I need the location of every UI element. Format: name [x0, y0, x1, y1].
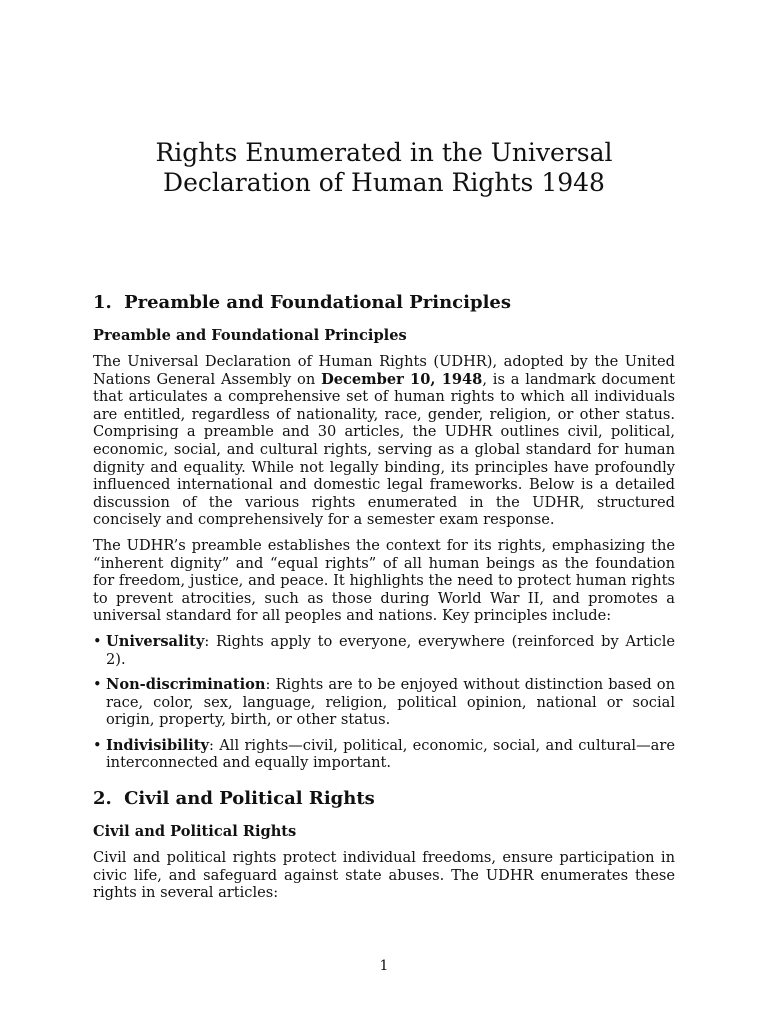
principle-text: : All rights—civil, political, economic, social, and cultural—are interconnected and equally important.: [106, 736, 675, 772]
title-line-2: Declaration of Human Rights 1948: [163, 168, 605, 197]
principle-term: Non-discrimination: [106, 676, 266, 694]
section-heading-preamble: [93, 290, 675, 316]
list-item: [93, 737, 675, 772]
list-item: [93, 676, 675, 729]
adoption-date: December 10, 1948: [321, 370, 483, 388]
list-item: [93, 633, 675, 668]
key-principles-list: [93, 633, 675, 772]
bullet-icon: •: [93, 676, 102, 694]
section-heading-civil-political: [93, 786, 675, 812]
principle-term: Universality: [106, 632, 205, 650]
subsection-heading-civil-political: Civil and Political Rights: [93, 823, 297, 841]
paragraph-civil-political: Civil and political rights protect individual freedoms, ensure participation in civic life, and safeguard against state abuses. The UDHR enumerates these rights in several articles:: [93, 849, 675, 902]
section-title: Civil and Political Rights: [124, 788, 375, 810]
principle-text: : Rights are to be enjoyed without distinction based on race, color, sex, language, religion, political opinion, national or social origin, property, birth, or other status.: [106, 676, 675, 729]
section-number: 1.: [93, 292, 112, 313]
paragraph-intro: [93, 353, 675, 529]
paragraph-text: , is a landmark document that articulates a comprehensive set of human rights to which all individuals are entitled, regardless of nationality, race, gender, religion, or other status. Comprising a preamble and 30 articles, the UDHR outlines civil, political, economic, social, and cultural rights, serving as a global standard for human dignity and equality. While not legally binding, its principles have profoundly influenced international and domestic legal frameworks. Below is a detailed discussion of the various rights enumerated in the UDHR, structured concisely and comprehensively for a semester exam response.: [93, 370, 675, 529]
bullet-icon: •: [93, 632, 102, 650]
page-number: 1: [379, 958, 389, 974]
bullet-icon: •: [93, 736, 102, 754]
paragraph-text: The Universal Declaration of Human Rights (UDHR), adopted by the United Nations General Assembly on: [93, 353, 675, 388]
paragraph-preamble: The UDHR’s preamble establishes the context for its rights, emphasizing the “inherent dignity” and “equal rights” of all human beings as the foundation for freedom, justice, and peace. It highlights the need to protect human rights to prevent atrocities, such as those during World War II, and promotes a universal standard for all peoples and nations. Key principles include:: [93, 536, 675, 625]
principle-term: Indivisibility: [106, 736, 210, 754]
title-line-1: Rights Enumerated in the Universal: [155, 138, 613, 167]
section-number: 2.: [93, 788, 112, 810]
document-body: [93, 290, 675, 910]
section-title: Preamble and Foundational Principles: [124, 292, 511, 313]
document-title: [92, 138, 676, 198]
principle-text: : Rights apply to everyone, everywhere (reinforced by Article 2).: [106, 632, 675, 668]
subsection-heading-preamble: Preamble and Foundational Principles: [93, 327, 407, 344]
